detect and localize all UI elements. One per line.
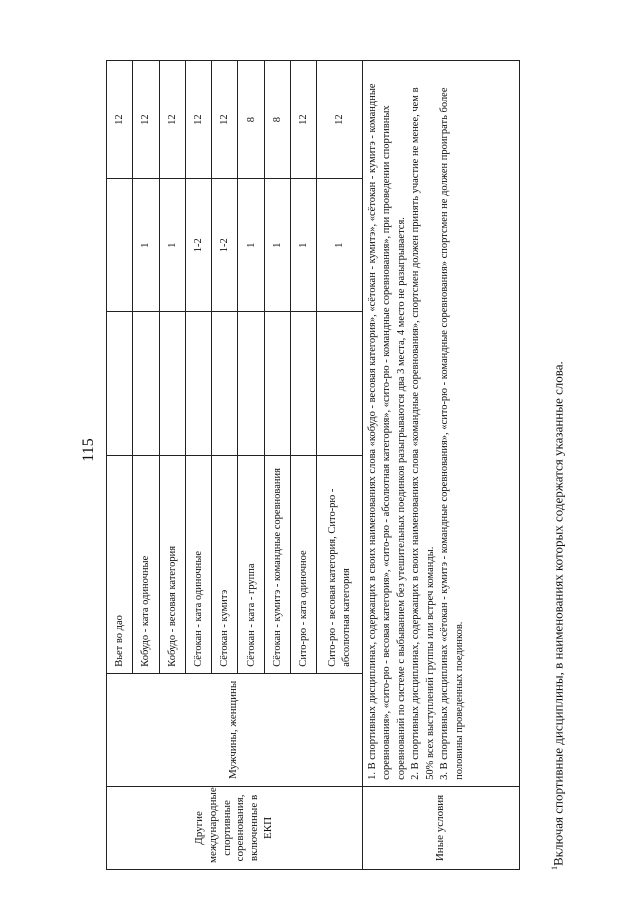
value-cell-b: 1-2 [185,179,211,312]
value-cell-c: 12 [291,61,317,179]
condition-item: 3. В спортивных дисциплинах «сётокан - кумитэ - командные соревнования», «сито-рю - командные соревнования» спортсмен не должен проиграть более половины проведенных поединков. [439,87,465,780]
discipline-cell: Кобудо - ката одиночные [133,455,159,673]
value-cell-c: 12 [185,61,211,179]
condition-item: 1. В спортивных дисциплинах, содержащих в своих наименованиях слова «кобудо - весовая категория», «сётокан - кумитэ», «сётокан - кумитэ - командные соревнования», «сито-рю - весовая категория», «сито-рю - абсолютная категория», «сито-рю - командные соревнования», при проведении спортивных соревнований по системе с выбыванием без утешительных поединков разыгрываются два 3 места, 4 место не разыгрывается. [366,83,407,780]
value-cell-c: 8 [264,61,290,179]
table-row-other-conditions [362,61,519,870]
value-cell-b: 1 [133,179,159,312]
value-cell-c: 8 [238,61,264,179]
sex-group-cell: Мужчины, женщины [107,673,363,786]
footnote-text: Включая спортивные дисциплины, в наименованиях которых содержатся указанные слова. [550,361,566,866]
rotated-page [40,20,600,880]
footnote [550,70,566,870]
value-cell-b [107,179,133,312]
discipline-cell: Сётокан - кумитэ [212,455,238,673]
value-cell-a [133,312,159,455]
value-cell-a [291,312,317,455]
value-cell-b: 1 [238,179,264,312]
value-cell-c: 12 [107,61,133,179]
value-cell-a [212,312,238,455]
value-cell-c: 12 [159,61,185,179]
value-cell-a [185,312,211,455]
value-cell-a [317,312,362,455]
value-cell-b: 1 [291,179,317,312]
discipline-cell: Кобудо - весовая категория [159,455,185,673]
value-cell-a [107,312,133,455]
requirements-table [106,60,520,870]
value-cell-b: 1-2 [212,179,238,312]
discipline-cell: Сито-рю - ката одиночное [291,455,317,673]
conditions-cell [362,61,519,787]
footnote-marker: 1 [550,866,559,870]
table-row [107,61,133,870]
value-cell-b: 1 [317,179,362,312]
discipline-cell: Вьет во дао [107,455,133,673]
discipline-cell: Сито-рю - весовая категория, Сито-рю - абсолютная категория [317,455,362,673]
value-cell-c: 12 [212,61,238,179]
other-conditions-label: Иные условия [362,786,519,869]
discipline-cell: Сётокан - ката одиночные [185,455,211,673]
value-cell-b: 1 [159,179,185,312]
page-number: 115 [80,438,97,462]
condition-item: 2. В спортивных дисциплинах, содержащих в своих наименованиях слова «командные соревнования», спортсмен должен принять участие не менее, чем в 50% всех выступлений группы или встреч команды. [410,87,436,780]
competition-cell: Другие международные спортивные соревнования, включенные в ЕКП [107,786,363,869]
value-cell-a [238,312,264,455]
discipline-cell: Сётокан - ката - группа [238,455,264,673]
value-cell-a [264,312,290,455]
value-cell-c: 12 [133,61,159,179]
value-cell-a [159,312,185,455]
value-cell-c: 12 [317,61,362,179]
value-cell-b: 1 [264,179,290,312]
discipline-cell: Сётокан - кумитэ - командные соревнования [264,455,290,673]
